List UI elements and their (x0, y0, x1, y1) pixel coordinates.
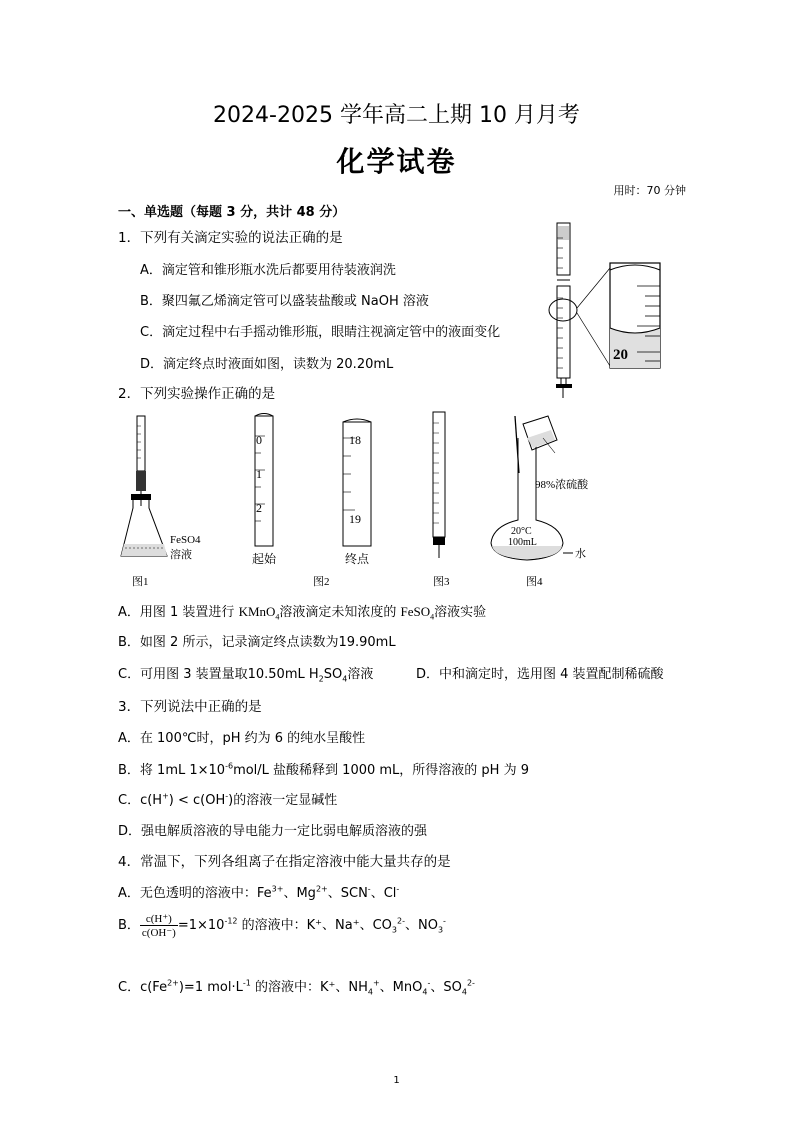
q3-stem: 3．下列说法中正确的是 (118, 699, 262, 715)
fig1-caption: 图1 (132, 576, 149, 588)
fig2-caption: 图2 (313, 576, 330, 588)
q3-option-c: C．c(H+) < c(OH-)的溶液一定显碱性 (118, 791, 338, 808)
fig1-solution-label: FeSO4 (170, 534, 201, 546)
fig4-temp-label: 20°C (511, 526, 532, 537)
fig2-start-label: 起始 (252, 552, 277, 566)
fig2-tick-0: 0 (256, 433, 262, 447)
section-heading: 一、单选题（每题 3 分，共计 48 分） (118, 205, 346, 220)
q4-option-c: C．$c(Fe^{2+})=1$ $mol\cdot L^{-1}$ 的溶液中：K⁺、$NH_4^+$、MnO$_4$-、$SO_4^{2-}$ (118, 978, 475, 997)
q2-option-c: C．可用图 3 装置量取10.50mL $H_2SO_4$溶液 (118, 667, 374, 684)
fig1-solution-label2: 溶液 (170, 549, 192, 561)
fig2-tick-2: 2 (256, 501, 262, 515)
fig4-acid-label: 98%浓硫酸 (535, 479, 589, 491)
q1-option-d: D．滴定终点时液面如图，读数为 20.20mL (140, 357, 394, 372)
exam-title: 2024-2025 学年高二上期 10 月月考 (213, 103, 580, 128)
q4-stem: 4．常温下，下列各组离子在指定溶液中能大量共存的是 (118, 854, 451, 870)
fig2-tick-18: 18 (349, 433, 361, 447)
page-number: 1 (393, 1075, 400, 1086)
fig2-tick-19: 19 (349, 512, 361, 526)
q4-option-b: B． $\frac{c(H^+)}{c(OH^-)}$ $=1\times 10^{-12}$ 的溶液中：K⁺、Na⁺、$CO_3^{2-}$、$NO_3^-$ (118, 913, 446, 939)
q2-stem: 2．下列实验操作正确的是 (118, 386, 276, 402)
q2-apparatus-figures (115, 408, 635, 590)
fig2-tick-1: 1 (256, 467, 262, 481)
q4-option-a: A．无色透明的溶液中：$Fe^{3+}$、$Mg^{2+}$、SCN-、Cl- (118, 884, 400, 901)
q3-option-b: B．将 1mL $1\times 10^{-6}mol/L$ 盐酸稀释到 1000 mL，所得溶液的 pH 为 9 (118, 761, 529, 778)
q2-option-a: A．用图 1 装置进行 KMnO$_4$溶液滴定未知浓度的 FeSO$_4$溶液实验 (118, 604, 487, 622)
q1-option-b: B．聚四氟乙烯滴定管可以盛装盐酸或 NaOH 溶液 (140, 294, 429, 309)
q1-option-c: C．滴定过程中右手摇动锥形瓶，眼睛注视滴定管中的液面变化 (140, 325, 501, 340)
q1-burette-figure (525, 218, 675, 403)
fig4-water-label: 水 (575, 548, 586, 560)
exam-time: 用时：70 分钟 (613, 184, 686, 197)
q3-option-d: D．强电解质溶液的导电能力一定比弱电解质溶液的强 (118, 824, 428, 839)
fig3-caption: 图3 (433, 576, 450, 588)
q3-option-a: A．在 100℃时，pH 约为 6 的纯水呈酸性 (118, 731, 366, 746)
q2-option-b: B．如图 2 所示，记录滴定终点读数为19.90mL (118, 635, 396, 650)
exam-subject: 化学试卷 (336, 145, 457, 178)
q2-option-d: D．中和滴定时，选用图 4 装置配制稀硫酸 (416, 667, 664, 682)
fig2-end-label: 终点 (345, 552, 370, 566)
q1-option-a: A．滴定管和锥形瓶水洗后都要用待装液润洗 (140, 263, 396, 278)
fig4-caption: 图4 (526, 576, 543, 588)
fig4-vol-label: 100mL (508, 537, 537, 548)
q1-fig-label: 20 (613, 347, 628, 363)
q1-stem: 1．下列有关滴定实验的说法正确的是 (118, 230, 343, 246)
